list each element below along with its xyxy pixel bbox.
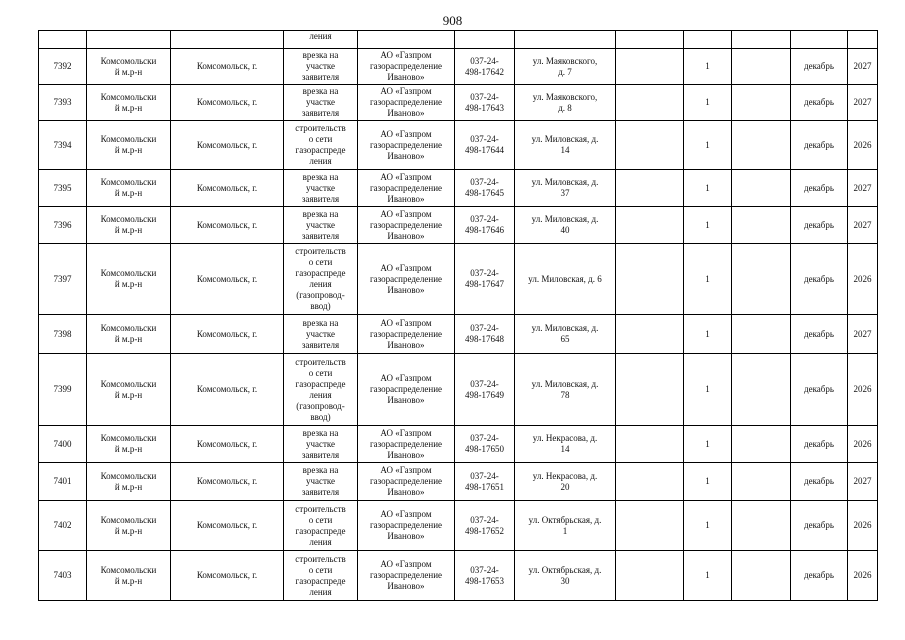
page-number: 908 [442,13,463,28]
table-row [39,315,878,354]
cell-empty [455,31,515,49]
cell-owner: АО «Газпром газораспределение Иваново» [358,244,455,315]
cell-count: 1 [684,501,732,551]
cell-district: Комсомольски й м.р-н [87,315,171,354]
table-row [39,426,878,463]
cell-row-number: 7395 [39,170,87,207]
cell-row-number: 7396 [39,207,87,244]
cell-work-type: врезка на участке заявителя [284,85,358,121]
cell-empty [732,551,791,601]
cell-year: 2026 [848,426,878,463]
cell-address: ул. Октябрьская, д. 1 [515,501,616,551]
cell-empty [732,170,791,207]
cell-work-type: строительств о сети газораспреде ления (газопровод- ввод) [284,354,358,426]
continuation-row [39,31,878,49]
cell-count: 1 [684,49,732,85]
cell-district: Комсомольски й м.р-н [87,170,171,207]
table-row [39,501,878,551]
cell-empty [791,31,848,49]
cell-month: декабрь [791,426,848,463]
cell-owner: АО «Газпром газораспределение Иваново» [358,170,455,207]
cell-code: 037-24- 498-17648 [455,315,515,354]
cell-owner: АО «Газпром газораспределение Иваново» [358,207,455,244]
cell-year: 2027 [848,207,878,244]
cell-empty [358,31,455,49]
cell-month: декабрь [791,85,848,121]
cell-address: ул. Миловская, д. 6 [515,244,616,315]
cell-locality: Комсомольск, г. [171,426,284,463]
cell-work-type: врезка на участке заявителя [284,207,358,244]
cell-work-type: строительств о сети газораспреде ления [284,501,358,551]
cell-month: декабрь [791,354,848,426]
cell-locality: Комсомольск, г. [171,551,284,601]
cell-empty [732,121,791,170]
cell-owner: АО «Газпром газораспределение Иваново» [358,121,455,170]
cell-empty [732,31,791,49]
cell-row-number: 7397 [39,244,87,315]
cell-owner: АО «Газпром газораспределение Иваново» [358,85,455,121]
cell-row-number: 7394 [39,121,87,170]
cell-empty [616,463,684,501]
cell-row-number: 7403 [39,551,87,601]
cell-locality: Комсомольск, г. [171,85,284,121]
cell-owner: АО «Газпром газораспределение Иваново» [358,501,455,551]
cell-district: Комсомольски й м.р-н [87,354,171,426]
cell-empty [732,49,791,85]
cell-month: декабрь [791,207,848,244]
cell-count: 1 [684,551,732,601]
cell-work-type: врезка на участке заявителя [284,49,358,85]
cell-locality: Комсомольск, г. [171,207,284,244]
cell-address: ул. Некрасова, д. 14 [515,426,616,463]
cell-month: декабрь [791,551,848,601]
cell-month: декабрь [791,315,848,354]
cell-code: 037-24- 498-17644 [455,121,515,170]
cell-locality: Комсомольск, г. [171,501,284,551]
cell-row-number: 7399 [39,354,87,426]
table-row [39,49,878,85]
cell-count: 1 [684,354,732,426]
table-row [39,244,878,315]
cell-locality: Комсомольск, г. [171,49,284,85]
cell-code: 037-24- 498-17643 [455,85,515,121]
cell-empty [732,501,791,551]
cell-year: 2027 [848,170,878,207]
cell-address: ул. Маяковского, д. 7 [515,49,616,85]
cell-empty [616,170,684,207]
cell-empty [616,31,684,49]
cell-code: 037-24- 498-17646 [455,207,515,244]
cell-owner: АО «Газпром газораспределение Иваново» [358,463,455,501]
cell-empty [515,31,616,49]
cell-row-number: 7402 [39,501,87,551]
cell-locality: Комсомольск, г. [171,354,284,426]
cell-year: 2026 [848,501,878,551]
table-row [39,121,878,170]
cell-count: 1 [684,207,732,244]
cell-district: Комсомольски й м.р-н [87,463,171,501]
cell-row-number: 7393 [39,85,87,121]
cell-month: декабрь [791,244,848,315]
cell-code: 037-24- 498-17645 [455,170,515,207]
cell-district: Комсомольски й м.р-н [87,121,171,170]
cell-address: ул. Маяковского, д. 8 [515,85,616,121]
cell-empty [616,85,684,121]
cell-empty [616,501,684,551]
cell-code: 037-24- 498-17647 [455,244,515,315]
cell-address: ул. Некрасова, д. 20 [515,463,616,501]
cell-year: 2027 [848,85,878,121]
table-row [39,85,878,121]
table-row [39,551,878,601]
cell-year: 2027 [848,315,878,354]
cell-work-type: ления [284,31,358,49]
cell-empty [87,31,171,49]
cell-year: 2026 [848,354,878,426]
cell-month: декабрь [791,501,848,551]
cell-count: 1 [684,121,732,170]
cell-owner: АО «Газпром газораспределение Иваново» [358,354,455,426]
cell-code: 037-24- 498-17651 [455,463,515,501]
cell-empty [732,85,791,121]
cell-count: 1 [684,315,732,354]
cell-empty [616,207,684,244]
cell-empty [732,426,791,463]
cell-count: 1 [684,244,732,315]
cell-row-number: 7400 [39,426,87,463]
cell-empty [616,244,684,315]
cell-owner: АО «Газпром газораспределение Иваново» [358,551,455,601]
cell-address: ул. Миловская, д. 78 [515,354,616,426]
cell-locality: Комсомольск, г. [171,121,284,170]
cell-row-number: 7401 [39,463,87,501]
cell-empty [732,207,791,244]
cell-empty [616,121,684,170]
cell-owner: АО «Газпром газораспределение Иваново» [358,426,455,463]
cell-empty [616,551,684,601]
cell-district: Комсомольски й м.р-н [87,207,171,244]
cell-work-type: врезка на участке заявителя [284,426,358,463]
cell-empty [39,31,87,49]
cell-locality: Комсомольск, г. [171,170,284,207]
cell-count: 1 [684,85,732,121]
cell-work-type: врезка на участке заявителя [284,315,358,354]
cell-work-type: врезка на участке заявителя [284,170,358,207]
table-row [39,463,878,501]
cell-locality: Комсомольск, г. [171,244,284,315]
cell-work-type: врезка на участке заявителя [284,463,358,501]
table-row [39,170,878,207]
cell-year: 2027 [848,463,878,501]
cell-count: 1 [684,463,732,501]
cell-row-number: 7398 [39,315,87,354]
cell-empty [848,31,878,49]
table-row [39,207,878,244]
cell-row-number: 7392 [39,49,87,85]
cell-district: Комсомольски й м.р-н [87,49,171,85]
cell-empty [684,31,732,49]
cell-year: 2027 [848,49,878,85]
cell-address: ул. Миловская, д. 14 [515,121,616,170]
cell-year: 2026 [848,121,878,170]
cell-code: 037-24- 498-17653 [455,551,515,601]
gas-connection-table [38,30,878,601]
cell-district: Комсомольски й м.р-н [87,501,171,551]
cell-address: ул. Октябрьская, д. 30 [515,551,616,601]
cell-code: 037-24- 498-17650 [455,426,515,463]
cell-code: 037-24- 498-17649 [455,354,515,426]
cell-month: декабрь [791,121,848,170]
cell-district: Комсомольски й м.р-н [87,426,171,463]
cell-district: Комсомольски й м.р-н [87,244,171,315]
cell-empty [732,354,791,426]
cell-month: декабрь [791,170,848,207]
table-row [39,354,878,426]
cell-empty [616,315,684,354]
cell-work-type: строительств о сети газораспреде ления [284,121,358,170]
cell-address: ул. Миловская, д. 37 [515,170,616,207]
cell-owner: АО «Газпром газораспределение Иваново» [358,315,455,354]
cell-address: ул. Миловская, д. 65 [515,315,616,354]
cell-year: 2026 [848,244,878,315]
cell-locality: Комсомольск, г. [171,463,284,501]
cell-district: Комсомольски й м.р-н [87,551,171,601]
cell-work-type: строительств о сети газораспреде ления (газопровод- ввод) [284,244,358,315]
cell-empty [732,463,791,501]
cell-locality: Комсомольск, г. [171,315,284,354]
cell-year: 2026 [848,551,878,601]
cell-month: декабрь [791,463,848,501]
cell-empty [732,315,791,354]
cell-district: Комсомольски й м.р-н [87,85,171,121]
cell-count: 1 [684,170,732,207]
cell-empty [171,31,284,49]
cell-empty [732,244,791,315]
cell-month: декабрь [791,49,848,85]
cell-empty [616,354,684,426]
cell-code: 037-24- 498-17642 [455,49,515,85]
cell-owner: АО «Газпром газораспределение Иваново» [358,49,455,85]
cell-empty [616,426,684,463]
cell-address: ул. Миловская, д. 40 [515,207,616,244]
cell-empty [616,49,684,85]
cell-count: 1 [684,426,732,463]
cell-code: 037-24- 498-17652 [455,501,515,551]
cell-work-type: строительств о сети газораспреде ления [284,551,358,601]
